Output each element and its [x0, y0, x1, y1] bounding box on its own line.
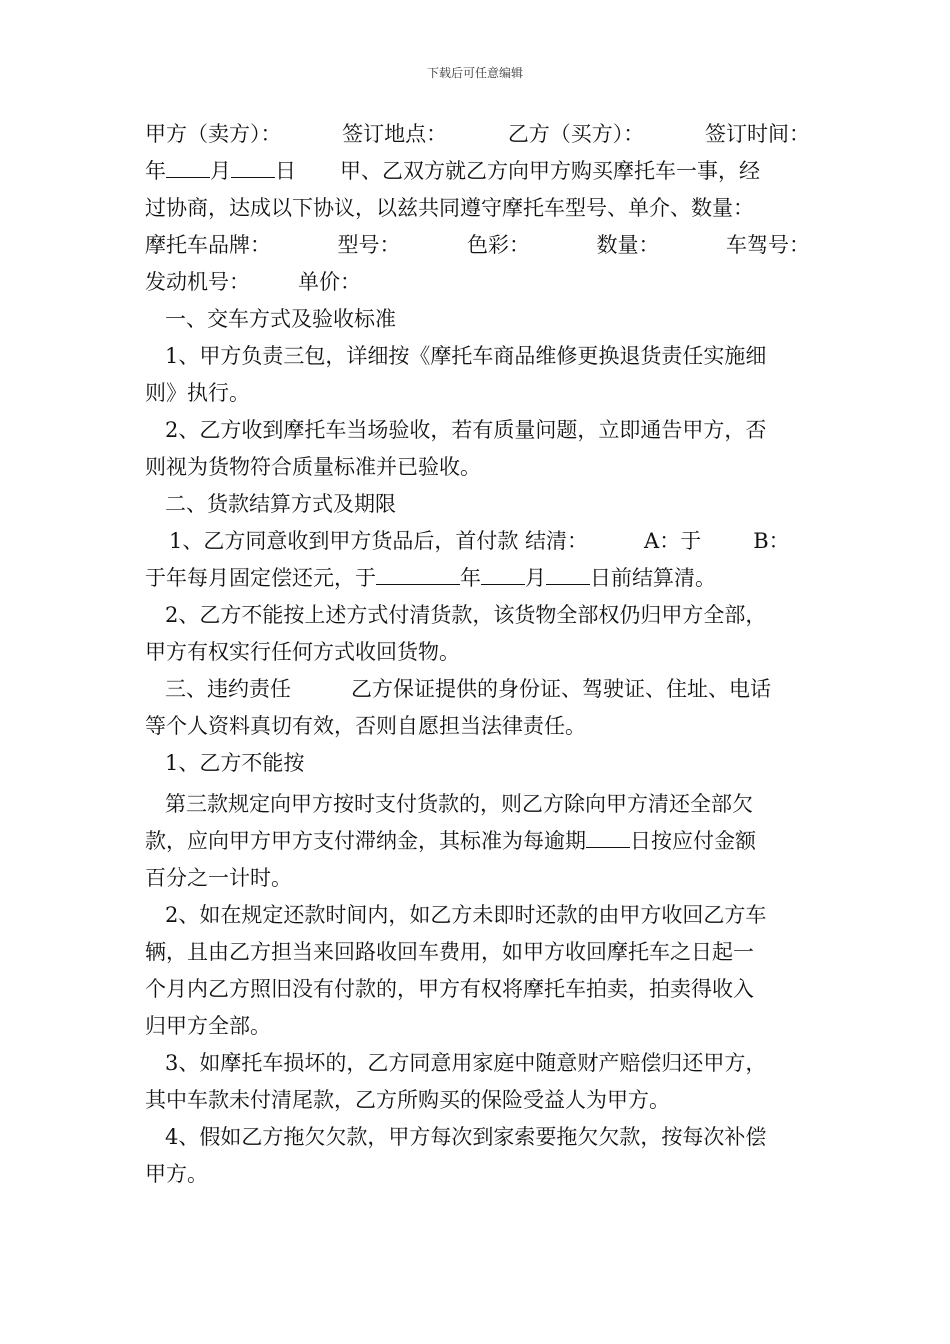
contract-body — [145, 116, 810, 1193]
s2-p1b-pre: 于年每月固定偿还元，于 — [145, 566, 376, 590]
s1-p2-line-b: 则视为货物符合质量标准并已验收。 — [145, 455, 481, 479]
time-label: 签订时间： — [704, 122, 810, 146]
model-label: 型号： — [337, 233, 401, 257]
s3-p1-line-a: 1、乙方不能按 — [165, 751, 305, 775]
qty-label: 数量： — [596, 233, 660, 257]
s3-p2-line-a: 2、如在规定还款时间内，如乙方未即时还款的由甲方收回乙方车 — [165, 903, 767, 927]
s3-p1c-pre: 款，应向甲方甲方支付滞纳金，其标准为每逾期 — [145, 829, 586, 853]
party-info-line — [145, 116, 810, 153]
s3-p1-line-d: 百分之一计时。 — [145, 866, 292, 890]
s2-p1-line-a — [145, 523, 810, 560]
settle-month-label: 月 — [525, 566, 546, 590]
color-label: 色彩： — [467, 233, 530, 257]
price-label: 单价： — [298, 270, 361, 294]
settle-day-blank[interactable] — [546, 562, 590, 585]
brand-label: 摩托车品牌： — [145, 233, 271, 257]
s1-p1-line-a: 1、甲方负责三包，详细按《摩托车商品维修更换退货责任实施细 — [165, 344, 767, 368]
settle-end-text: 日前结算清。 — [590, 566, 716, 590]
date-line — [145, 153, 810, 190]
intro-text: 甲、乙双方就乙方向甲方购买摩托车一事，经 — [340, 159, 760, 183]
place-label: 签订地点： — [342, 122, 448, 146]
year-blank[interactable] — [166, 155, 210, 178]
year-label: 年 — [145, 159, 166, 183]
month-blank[interactable] — [231, 155, 275, 178]
s3-p1-line-b: 第三款规定向甲方按时支付货款的，则乙方除向甲方清还全部欠 — [165, 792, 753, 816]
month-label: 月 — [210, 159, 231, 183]
s3-line-2: 等个人资料真切有效，否则自愿担当法律责任。 — [145, 714, 586, 738]
s2-p2-line-a: 2、乙方不能按上述方式付清货款，该货物全部权仍归甲方全部， — [165, 603, 767, 627]
option-b: B： — [753, 529, 790, 553]
vehicle-fields-line — [145, 227, 810, 264]
section-1-title: 一、交车方式及验收标准 — [165, 307, 396, 331]
seller-label: 甲方（卖方）： — [145, 122, 282, 146]
s2-p1-line-b — [145, 560, 810, 597]
s3-p1c-post: 日按应付金额 — [630, 829, 756, 853]
s3-p3-line-a: 3、如摩托车损坏的，乙方同意用家庭中随意财产赔偿归还甲方， — [165, 1051, 767, 1075]
buyer-label: 乙方（买方）： — [507, 122, 645, 146]
s1-p2-line-a: 2、乙方收到摩托车当场验收，若有质量问题，立即通告甲方，否 — [165, 418, 767, 442]
settle-month-blank[interactable] — [481, 562, 525, 585]
s3-p4-line-b: 甲方。 — [145, 1162, 208, 1186]
s3-guarantee-text: 乙方保证提供的身份证、驾驶证、住址、电话 — [351, 677, 771, 701]
s1-p1-line-b: 则》执行。 — [145, 381, 250, 405]
engine-price-line — [145, 264, 810, 301]
settle-year-blank[interactable] — [376, 562, 460, 585]
s3-p2-line-b: 辆，且由乙方担当来回路收回车费用，如甲方收回摩托车之日起一 — [145, 940, 754, 964]
section-3-title: 三、违约责任 — [165, 677, 291, 701]
settle-year-label: 年 — [460, 566, 481, 590]
day-label: 日 — [275, 159, 296, 183]
engine-label: 发动机号： — [145, 270, 250, 294]
intro-line-2: 过协商，达成以下协议，以兹共同遵守摩托车型号、单介、数量： — [145, 196, 754, 220]
s3-p1-line-c — [145, 823, 810, 860]
s3-p2-line-d: 归甲方全部。 — [145, 1014, 271, 1038]
s2-p2-line-b: 甲方有权实行任何方式收回货物。 — [145, 640, 460, 664]
license-label: 车驾号： — [726, 233, 810, 257]
s3-p3-line-b: 其中车款未付清尾款，乙方所购买的保险受益人为甲方。 — [145, 1088, 670, 1112]
section-3-title-line — [145, 671, 810, 708]
overdue-days-blank[interactable] — [586, 825, 630, 848]
s2-p1-text: 1、乙方同意收到甲方货品后，首付款 结清： — [169, 529, 589, 553]
s3-p2-line-c: 个月内乙方照旧没有付款的，甲方有权将摩托车拍卖，拍卖得收入 — [145, 977, 754, 1001]
option-a: A：于 — [644, 529, 702, 553]
page-header-note: 下载后可任意编辑 — [426, 66, 523, 80]
section-2-title: 二、货款结算方式及期限 — [165, 492, 396, 516]
s3-p4-line-a: 4、假如乙方拖欠欠款，甲方每次到家索要拖欠欠款，按每次补偿 — [165, 1125, 767, 1149]
